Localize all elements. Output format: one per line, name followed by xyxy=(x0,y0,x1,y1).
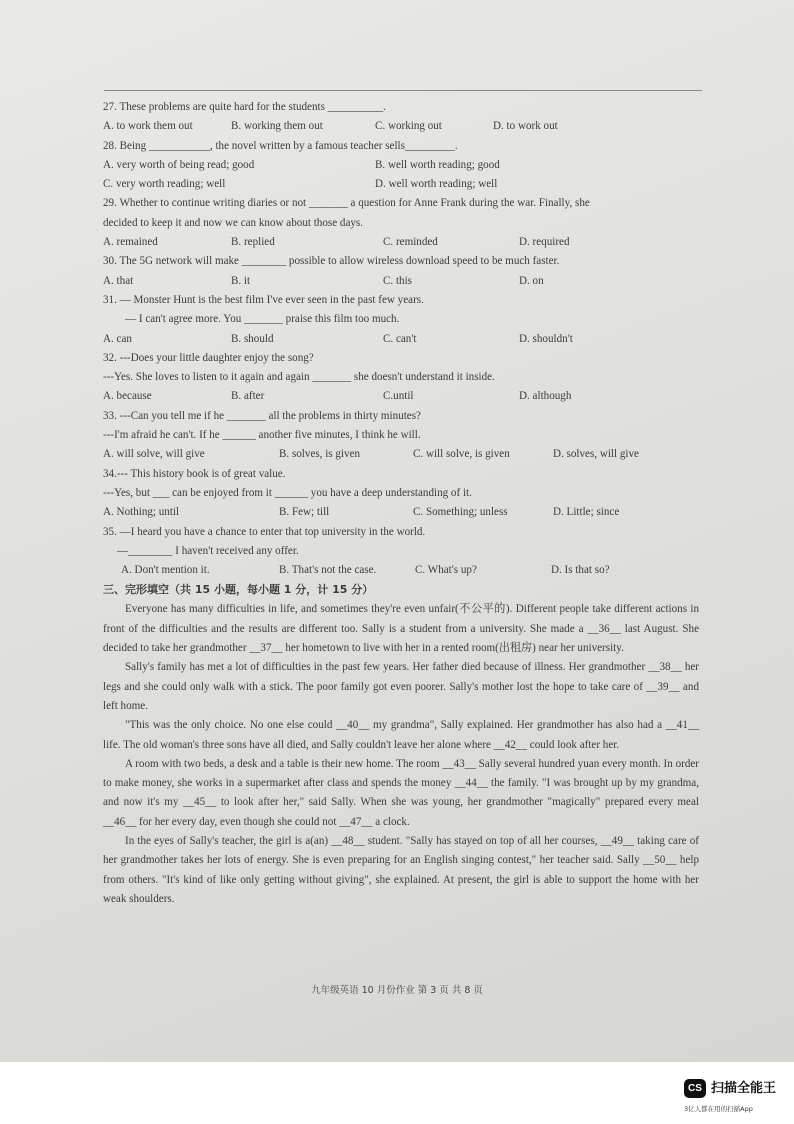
question-stem: —________ I haven't received any offer. xyxy=(117,544,299,557)
question-stem: 34.--- This history book is of great value. xyxy=(103,467,286,480)
passage-paragraph: "This was the only choice. No one else could __40__ my grandma", Sally explained. Her grandmother has also had a __41__ life. The old woman's three sons have all died, and Sally couldn't leave her alone where __42__ could look after her. xyxy=(103,719,699,751)
watermark-subtitle: 3亿人都在用的扫描App xyxy=(684,1105,753,1113)
section-title: 三、完形填空（共 15 小题，每小题 1 分，计 15 分） xyxy=(103,583,374,597)
answer-option: A. can xyxy=(103,332,132,345)
passage-paragraph: A room with two beds, a desk and a table is their new home. The room __43__ Sally several hundred yuan every month. In order to make money, she works in a supermarket after class and spends the money __44__ the family. "I was brought up by my grandma, and now it's my __45__ to look after her," said Sally. When she was young, her grandmother "magically" prepared every meal __46__ for her every day, even though she could not __47__ a clock. xyxy=(103,757,699,828)
question-stem: ---Yes. She loves to listen to it again and again _______ she doesn't understand it inside. xyxy=(103,371,495,384)
cloze-passage xyxy=(103,600,699,909)
answer-option: B. replied xyxy=(231,236,275,249)
answer-option: B. solves, is given xyxy=(279,448,361,461)
option-row xyxy=(103,233,699,252)
page-footer: 九年级英语 10 月份作业 第 3 页 共 8 页 xyxy=(311,985,483,996)
answer-option: C. Something; unless xyxy=(413,506,508,519)
answer-option: A. Nothing; until xyxy=(103,506,180,519)
answer-option: A. remained xyxy=(103,236,158,249)
camscanner-logo-icon: CS xyxy=(684,1079,706,1098)
scanner-watermark xyxy=(684,1079,794,1119)
question-stem: 28. Being ___________, the novel written by a famous teacher sells_________. xyxy=(103,139,458,152)
question-stem: 27. These problems are quite hard for the students __________. xyxy=(103,101,386,113)
option-row xyxy=(103,156,699,175)
answer-option: B. well worth reading; good xyxy=(375,158,500,171)
answer-option: B. after xyxy=(231,390,265,403)
question-stem: ---I'm afraid he can't. If he ______ another five minutes, I think he will. xyxy=(103,429,421,442)
answer-option: A. will solve, will give xyxy=(103,448,205,461)
page-content xyxy=(103,98,699,909)
answer-option: B. Few; till xyxy=(279,506,330,519)
answer-option: C. this xyxy=(383,274,412,287)
passage-paragraph: Everyone has many difficulties in life, and sometimes they're even unfair(不公平的). Different people take different actions in front of the difficulties and the results are different too. Sally is a student from a university. She made a __36__ last August. She decided to take her grandmother __37__ her hometown to live with her in a rented room(出租房) near her university. xyxy=(103,603,699,655)
answer-option: A. because xyxy=(103,390,152,403)
answer-option: C. will solve, is given xyxy=(413,448,510,461)
answer-option: A. to work them out xyxy=(103,120,193,133)
answer-option: B. That's not the case. xyxy=(279,564,377,577)
answer-option: A. that xyxy=(103,274,134,287)
question-stem: — I can't agree more. You _______ praise this film too much. xyxy=(125,313,400,326)
question-stem: 30. The 5G network will make ________ possible to allow wireless download speed to be much faster. xyxy=(103,255,560,268)
answer-option: C.until xyxy=(383,390,414,403)
option-row xyxy=(103,330,699,349)
option-row xyxy=(103,272,699,291)
question-stem: 31. — Monster Hunt is the best film I've ever seen in the past few years. xyxy=(103,293,424,306)
question-stem: decided to keep it and now we can know about those days. xyxy=(103,216,364,229)
answer-option: D. Little; since xyxy=(553,506,620,519)
option-row xyxy=(103,445,699,464)
option-row xyxy=(103,387,699,406)
answer-option: B. should xyxy=(231,332,274,345)
header-rule xyxy=(104,90,702,91)
answer-option: D. Is that so? xyxy=(551,564,610,577)
answer-option: C. reminded xyxy=(383,236,438,249)
answer-option: A. very worth of being read; good xyxy=(103,158,255,171)
answer-option: C. can't xyxy=(383,332,417,345)
question-stem: 29. Whether to continue writing diaries or not _______ a question for Anne Frank during the war. Finally, she xyxy=(103,197,590,210)
answer-option: B. working them out xyxy=(231,120,323,133)
answer-option: B. it xyxy=(231,274,251,287)
option-row xyxy=(103,117,699,136)
answer-option: C. What's up? xyxy=(415,564,477,577)
question-stem: ---Yes, but ___ can be enjoyed from it ______ you have a deep understanding of it. xyxy=(103,486,472,499)
answer-option: D. solves, will give xyxy=(553,448,639,461)
option-row xyxy=(103,561,699,580)
option-row xyxy=(103,175,699,194)
option-row xyxy=(103,503,699,522)
passage-paragraph: In the eyes of Sally's teacher, the girl is a(an) __48__ student. "Sally has stayed on top of all her courses, __49__ taking care of her grandmother takes her lots of energy. She is even preparing for an English singing contest," her teacher said. Sally __50__ help from others. "It's kind of like only getting without giving", she explained. At present, the girl is able to support the home with her weak shoulders. xyxy=(103,834,699,905)
answer-option: D. well worth reading; well xyxy=(375,178,498,191)
question-stem: 33. ---Can you tell me if he _______ all the problems in thirty minutes? xyxy=(103,409,421,422)
answer-option: D. shouldn't xyxy=(519,332,573,345)
answer-option: D. although xyxy=(519,390,572,403)
multiple-choice-questions xyxy=(103,98,699,580)
passage-paragraph: Sally's family has met a lot of difficulties in the past few years. Her father died because of illness. Her grandmother __38__ her legs and she could only walk with a stick. The poor family got even poorer. Sally's mother lost the hope to take care of __39__ and left home. xyxy=(103,661,699,712)
answer-option: D. on xyxy=(519,274,544,287)
watermark-title: 扫描全能王 xyxy=(711,1081,777,1096)
answer-option: C. very worth reading; well xyxy=(103,178,226,191)
answer-option: D. to work out xyxy=(493,120,558,133)
answer-option: C. working out xyxy=(375,120,442,133)
answer-option: D. required xyxy=(519,236,570,249)
question-stem: 32. ---Does your little daughter enjoy the song? xyxy=(103,351,314,364)
question-stem: 35. —I heard you have a chance to enter that top university in the world. xyxy=(103,525,426,538)
answer-option: A. Don't mention it. xyxy=(121,564,210,577)
